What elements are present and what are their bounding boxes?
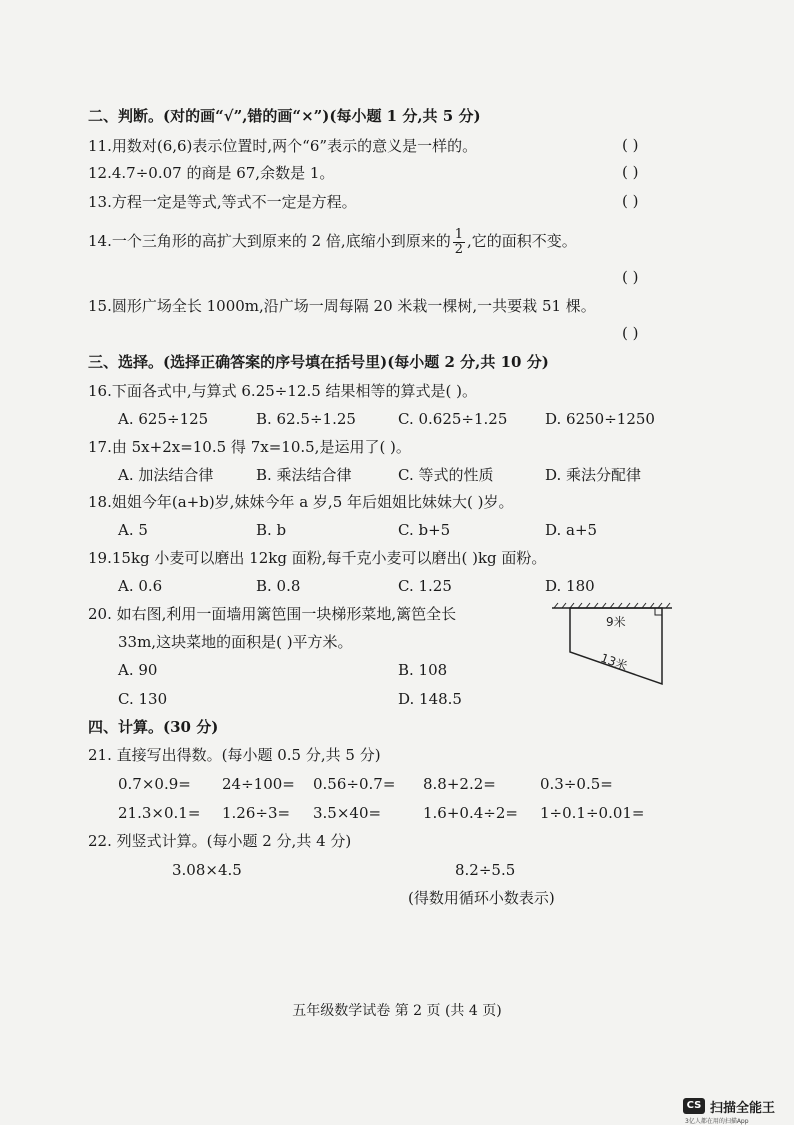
question-18: 18.姐姐今年(a+b)岁,妹妹今年 a 岁,5 年后姐姐比妹妹大( )岁。 [88,493,514,511]
oral-calc-7: 1.26÷3= [222,804,291,822]
question-20-line-2: 33m,这块菜地的面积是( )平方米。 [118,633,353,651]
question-14-text-b: ,它的面积不变。 [467,232,577,250]
oral-calc-3: 0.56÷0.7= [313,775,396,793]
vertical-calc-b: 8.2÷5.5 [455,861,516,879]
camscanner-logo-icon: CS [683,1098,705,1114]
oral-calc-4: 8.8+2.2= [423,775,496,793]
vertical-calc-a: 3.08×4.5 [172,861,242,879]
question-16: 16.下面各式中,与算式 6.25÷12.5 结果相等的算式是( )。 [88,382,477,400]
question-11: 11.用数对(6,6)表示位置时,两个“6”表示的意义是一样的。 [88,137,478,155]
fraction-denominator: 2 [454,241,463,257]
oral-calc-2: 24÷100= [222,775,295,793]
option-16-c[interactable]: C. 0.625÷1.25 [398,410,508,428]
oral-calc-1: 0.7×0.9= [118,775,191,793]
answer-bracket-12[interactable]: ( ) [622,163,639,181]
option-20-b[interactable]: B. 108 [398,661,448,679]
option-19-c[interactable]: C. 1.25 [398,577,452,595]
oral-calc-6: 21.3×0.1= [118,804,201,822]
option-18-a[interactable]: A. 5 [118,521,148,539]
question-14-text-a: 14.一个三角形的高扩大到原来的 2 倍,底缩小到原来的 [88,232,451,250]
section-calc-title: 四、计算。(30 分) [88,718,219,736]
option-17-b[interactable]: B. 乘法结合律 [256,466,352,484]
label-top-side: 9米 [606,615,626,629]
option-19-b[interactable]: B. 0.8 [256,577,301,595]
oral-calc-5: 0.3÷0.5= [540,775,613,793]
option-16-b[interactable]: B. 62.5÷1.25 [256,410,356,428]
label-slant-side: 13米 [598,650,630,674]
option-16-a[interactable]: A. 625÷125 [118,410,209,428]
section-judge-title: 二、判断。(对的画“√”,错的画“×”)(每小题 1 分,共 5 分) [88,107,481,125]
question-19: 19.15kg 小麦可以磨出 12kg 面粉,每千克小麦可以磨出( )kg 面粉。 [88,549,547,567]
camscanner-name: 扫描全能王 [710,1101,776,1116]
option-18-b[interactable]: B. b [256,521,287,539]
option-20-a[interactable]: A. 90 [118,661,158,679]
option-19-d[interactable]: D. 180 [545,577,595,595]
oral-calc-8: 3.5×40= [313,804,382,822]
fraction-one-half [453,228,465,257]
oral-calc-9: 1.6+0.4÷2= [423,804,518,822]
question-20-line-1: 20. 如右图,利用一面墙用篱笆围一块梯形菜地,篱笆全长 [88,605,457,623]
option-17-d[interactable]: D. 乘法分配律 [545,466,642,484]
question-13: 13.方程一定是等式,等式不一定是方程。 [88,193,357,211]
option-18-d[interactable]: D. a+5 [545,521,598,539]
question-15: 15.圆形广场全长 1000m,沿广场一周每隔 20 米栽一棵树,一共要栽 51 棵。 [88,297,596,315]
vertical-calc-b-note: (得数用循环小数表示) [408,889,555,907]
page-footer: 五年级数学试卷 第 2 页 (共 4 页) [292,1003,502,1019]
option-19-a[interactable]: A. 0.6 [118,577,163,595]
right-angle-mark [655,608,662,615]
option-20-c[interactable]: C. 130 [118,690,168,708]
question-12: 12.4.7÷0.07 的商是 67,余数是 1。 [88,164,335,182]
trapezoid-garden-figure [548,600,678,692]
question-14 [88,226,577,257]
camscanner-tagline: 3亿人都在用的扫描App [685,1118,749,1125]
answer-bracket-13[interactable]: ( ) [622,192,639,210]
answer-bracket-14[interactable]: ( ) [622,268,639,286]
option-17-c[interactable]: C. 等式的性质 [398,466,494,484]
oral-calc-10: 1÷0.1÷0.01= [540,804,645,822]
section-choice-title: 三、选择。(选择正确答案的序号填在括号里)(每小题 2 分,共 10 分) [88,353,549,371]
option-20-d[interactable]: D. 148.5 [398,690,462,708]
option-17-a[interactable]: A. 加法结合律 [118,466,214,484]
question-21: 21. 直接写出得数。(每小题 0.5 分,共 5 分) [88,746,381,764]
option-18-c[interactable]: C. b+5 [398,521,451,539]
answer-bracket-15[interactable]: ( ) [622,324,639,342]
fraction-numerator: 1 [454,226,463,242]
question-22: 22. 列竖式计算。(每小题 2 分,共 4 分) [88,832,352,850]
option-16-d[interactable]: D. 6250÷1250 [545,410,655,428]
question-17: 17.由 5x+2x=10.5 得 7x=10.5,是运用了( )。 [88,438,411,456]
answer-bracket-11[interactable]: ( ) [622,136,639,154]
